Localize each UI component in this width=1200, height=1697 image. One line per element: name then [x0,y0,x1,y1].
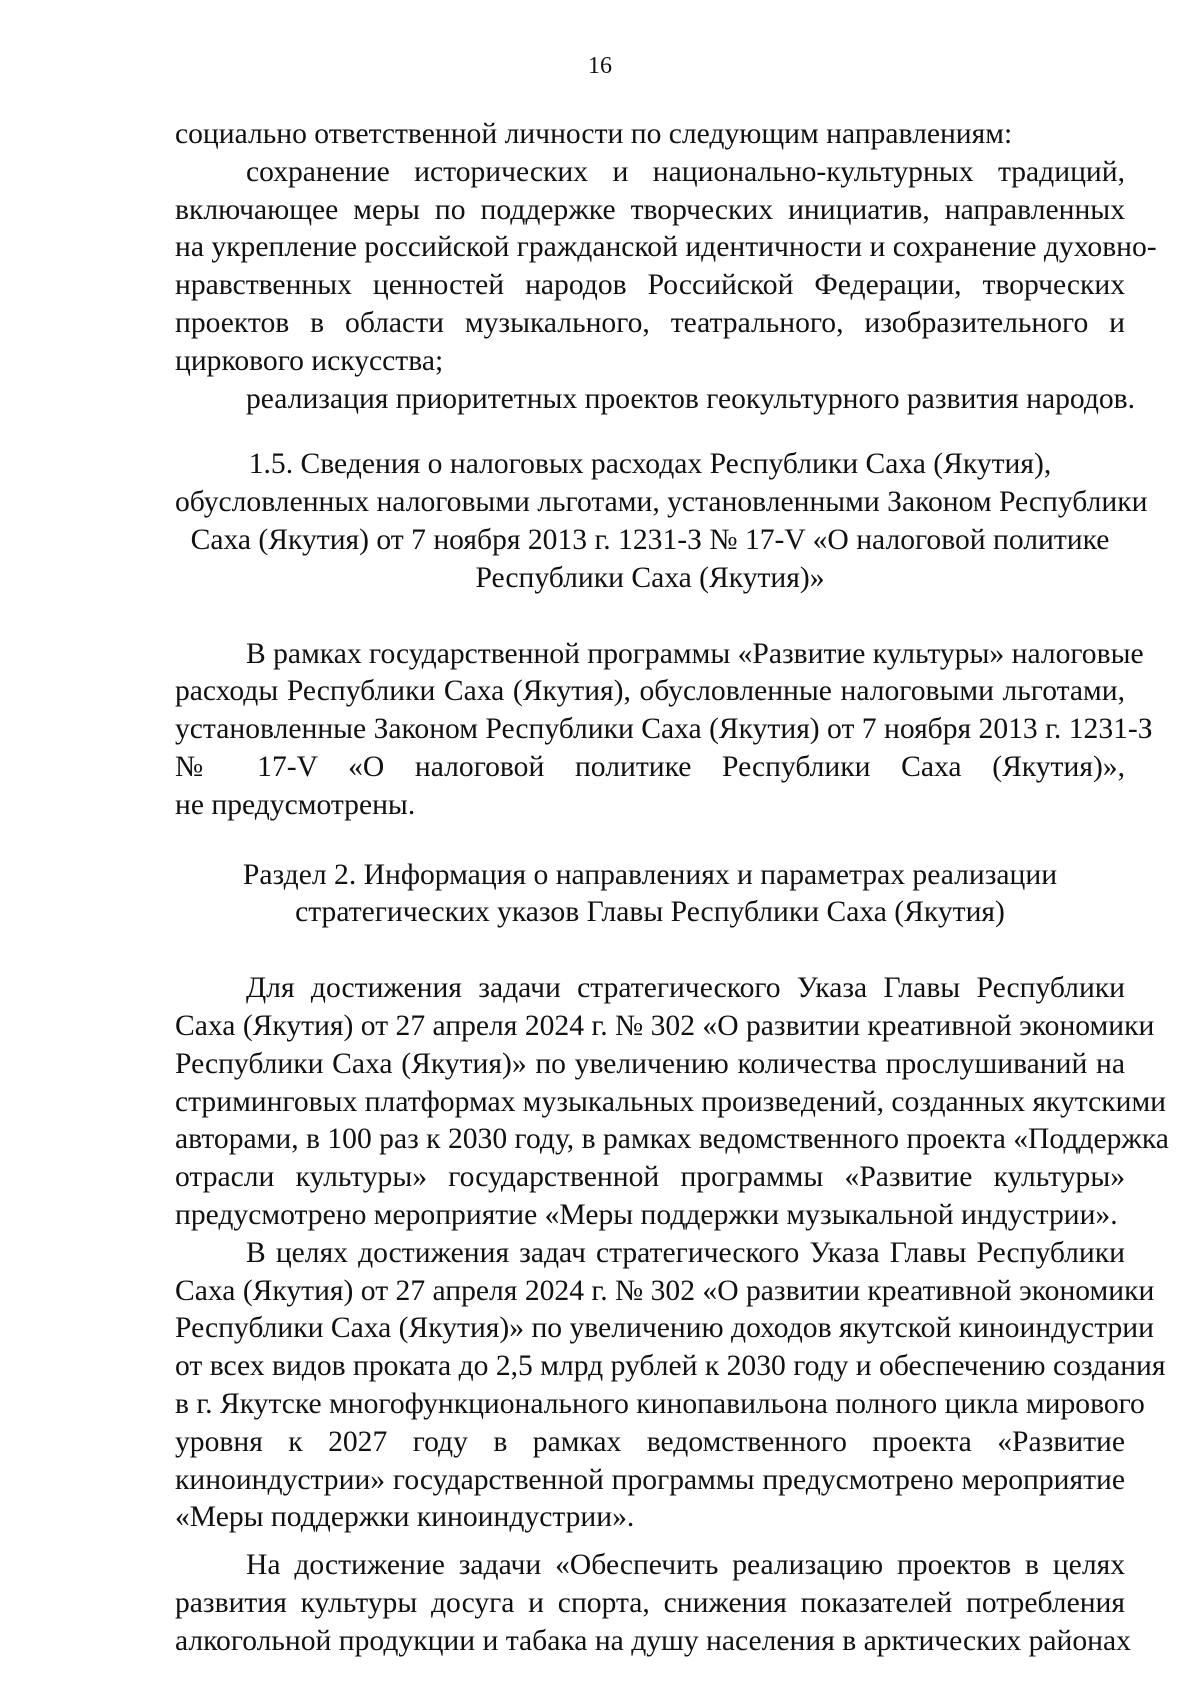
text-line: уровня к 2027 году в рамках ведомственного проекта «Развитие [175,1425,1125,1458]
text-line: Республики Саха (Якутия)» по увеличению количества прослушиваний на [175,1047,1125,1080]
text-line: нравственных ценностей народов Российской Федерации, творческих [175,269,1125,302]
text-line: Саха (Якутия) от 27 апреля 2024 г. № 302 «О развитии креативной экономики [175,1274,1155,1307]
intro-block [175,116,1157,418]
text-line: проектов в области музыкального, театрального, изобразительного и [175,306,1125,339]
heading-section-2 [175,857,1125,933]
text-line: Для достижения задачи стратегического Указа Главы Республики [246,972,1125,1005]
paragraph-music [175,970,1169,1235]
text-line: На достижение задачи «Обеспечить реализацию проектов в целях [246,1549,1125,1582]
page-number: 16 [588,53,612,79]
paragraph-film [175,1235,1166,1537]
text-line: расходы Республики Саха (Якутия), обусловленные налоговыми льготами, [175,675,1125,708]
text-line: Саха (Якутия) от 27 апреля 2024 г. № 302 «О развитии креативной экономики [175,1009,1155,1042]
document-body [175,116,1169,1660]
heading-line: 1.5. Сведения о налоговых расходах Республики Саха (Якутия), [248,448,1052,481]
text-line: авторами, в 100 раз к 2030 году, в рамках ведомственного проекта «Поддержка [175,1123,1169,1156]
paragraph-tax [175,636,1153,825]
heading-line: Раздел 2. Информация о направлениях и параметрах реализации [242,858,1058,891]
text-line: «Меры поддержки киноиндустрии». [175,1501,635,1534]
heading-line: стратегических указов Главы Республики Саха (Якутия) [295,896,1005,929]
heading-line: Республики Саха (Якутия)» [475,561,825,594]
text-line: не предусмотрены. [175,788,416,821]
text-line: от всех видов проката до 2,5 млрд рублей к 2030 году и обеспечению создания [175,1350,1166,1383]
text-line: установленные Законом Республики Саха (Якутия) от 7 ноября 2013 г. 1231-З [175,713,1153,746]
heading-1-5 [175,446,1148,597]
paragraph-arctic [175,1547,1131,1660]
text-line: включающее меры по поддержке творческих инициатив, направленных [175,193,1125,226]
heading-line: Саха (Якутия) от 7 ноября 2013 г. 1231-З № 17-V «О налоговой политике [190,523,1110,556]
text-line: предусмотрено мероприятие «Меры поддержки музыкальной индустрии». [175,1198,1118,1231]
text-line: Республики Саха (Якутия)» по увеличению доходов якутской киноиндустрии [175,1312,1154,1345]
text-line: алкогольной продукции и табака на душу населения в арктических районах [175,1624,1131,1657]
text-line: циркового искусства; [175,344,444,377]
text-line: киноиндустрии» государственной программы предусмотрено мероприятие [175,1463,1125,1496]
text-line: реализация приоритетных проектов геокультурного развития народов. [246,382,1136,415]
text-line: № 17-V «О налоговой политике Республики Саха (Якутия)», [175,750,1125,783]
text-line: В рамках государственной программы «Развитие культуры» налоговые [246,637,1144,670]
text-line: социально ответственной личности по следующим направлениям: [175,118,1013,150]
text-line: развития культуры досуга и спорта, снижения показателей потребления [175,1586,1125,1619]
text-line: стриминговых платформах музыкальных произведений, созданных якутскими [175,1085,1167,1118]
text-line: В целях достижения задач стратегического Указа Главы Республики [246,1236,1125,1269]
heading-line: обусловленных налоговыми льготами, установленными Законом Республики [175,486,1148,519]
text-line: отрасли культуры» государственной программы «Развитие культуры» [175,1161,1125,1194]
text-line: сохранение исторических и национально-культурных традиций, [246,155,1125,188]
text-line: в г. Якутске многофункционального кинопавильона полного цикла мирового [175,1387,1145,1420]
text-line: на укрепление российской гражданской идентичности и сохранение духовно- [175,231,1157,264]
